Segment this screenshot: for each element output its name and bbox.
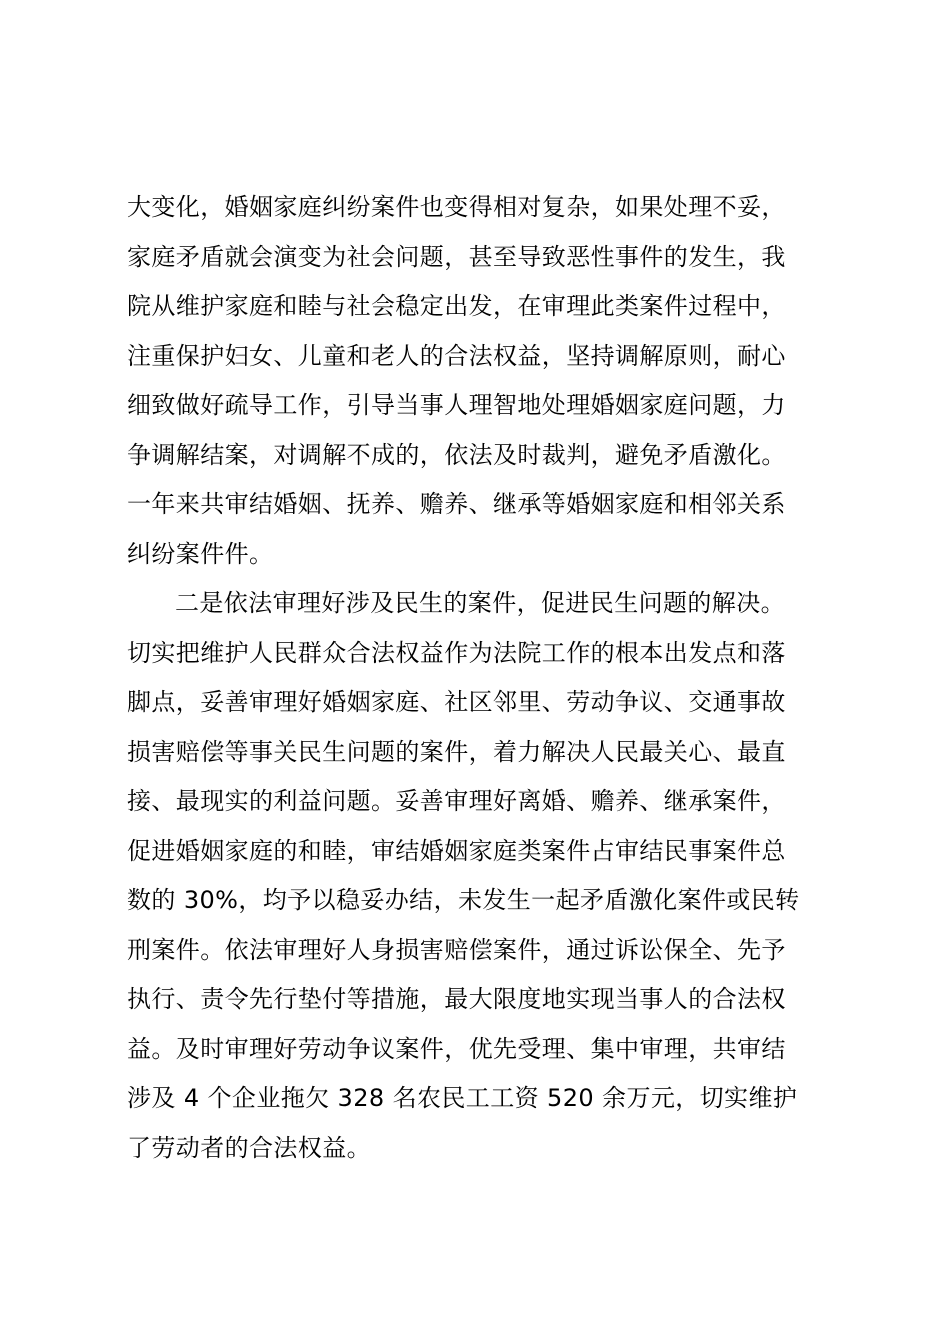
text-line: 注重保护妇女、儿童和老人的合法权益，坚持调解原则，耐心	[127, 341, 786, 370]
text-line: 细致做好疏导工作，引导当事人理智地处理婚姻家庭问题，力	[127, 391, 786, 419]
text-line: 涉及 4 个企业拖欠 328 名农民工工资 520 余万元，切实维护	[127, 1084, 798, 1112]
text-line: 了劳动者的合法权益。	[127, 1133, 371, 1162]
text-line: 纠纷案件件。	[127, 539, 274, 568]
text-line: 脚点，妥善审理好婚姻家庭、社区邻里、劳动争议、交通事故	[127, 688, 786, 716]
text-line: 接、最现实的利益问题。妥善审理好离婚、赡养、继承案件，	[127, 787, 786, 815]
text-line: 数的 30%，均予以稳妥办结，未发生一起矛盾激化案件或民转	[127, 886, 800, 914]
text-line: 益。及时审理好劳动争议案件，优先受理、集中审理，共审结	[127, 1034, 786, 1063]
text-line: 家庭矛盾就会演变为社会问题，甚至导致恶性事件的发生，我	[127, 242, 786, 271]
text-line: 执行、责令先行垫付等措施，最大限度地实现当事人的合法权	[127, 985, 786, 1013]
text-line: 刑案件。依法审理好人身损害赔偿案件，通过诉讼保全、先予	[127, 935, 786, 964]
text-line: 争调解结案，对调解不成的，依法及时裁判，避免矛盾激化。	[127, 440, 786, 469]
document-body	[127, 183, 839, 1173]
text-line: 损害赔偿等事关民生问题的案件，着力解决人民最关心、最直	[127, 737, 786, 766]
text-line: 切实把维护人民群众合法权益作为法院工作的根本出发点和落	[127, 638, 786, 667]
text-line: 院从维护家庭和睦与社会稳定出发，在审理此类案件过程中，	[127, 292, 786, 320]
text-line: 促进婚姻家庭的和睦，审结婚姻家庭类案件占审结民事案件总	[127, 836, 786, 865]
paragraph-start-line: 二是依法审理好涉及民生的案件，促进民生问题的解决。	[175, 589, 785, 617]
text-line: 大变化，婚姻家庭纠纷案件也变得相对复杂，如果处理不妥，	[127, 193, 786, 221]
text-line: 一年来共审结婚姻、抚养、赡养、继承等婚姻家庭和相邻关系	[127, 490, 786, 518]
